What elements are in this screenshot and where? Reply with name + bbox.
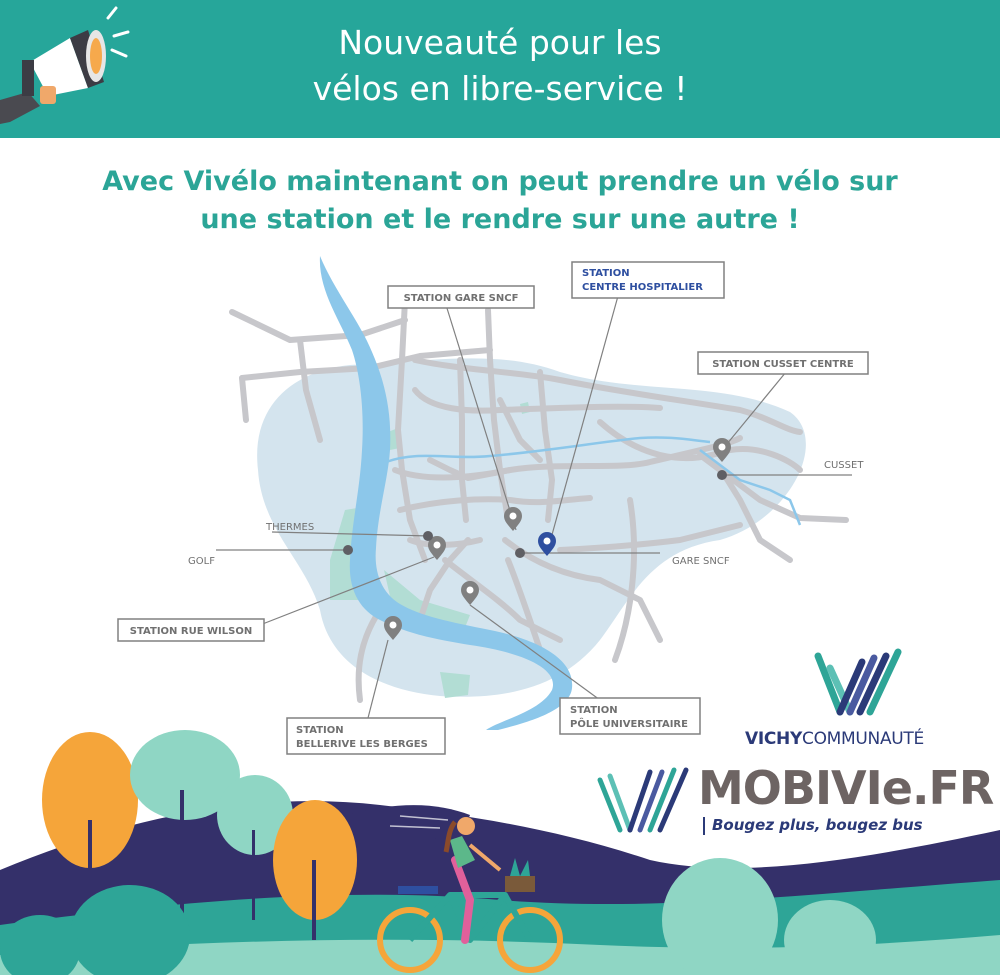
station-label-pole-1: STATION — [570, 705, 618, 716]
station-label-pole-2: PÔLE UNIVERSITAIRE — [570, 719, 688, 730]
vichy-word: VICHY — [745, 729, 802, 749]
station-label-bellerive-2: BELLERIVE LES BERGES — [296, 739, 428, 750]
station-label-wilson: STATION RUE WILSON — [129, 626, 253, 637]
tagline-divider — [703, 817, 705, 835]
vichy-communaute-logo — [818, 652, 898, 712]
mobivie-tagline: Bougez plus, bougez bus — [712, 816, 923, 834]
station-label-gare: STATION GARE SNCF — [403, 293, 519, 304]
place-label-gare: GARE SNCF — [672, 556, 730, 567]
subtitle-line-1: Avec Vivélo maintenant on peut prendre un vélo sur — [102, 166, 898, 197]
station-label-hospital-2: CENTRE HOSPITALIER — [582, 282, 703, 293]
communaute-word: COMMUNAUTÉ — [802, 729, 924, 749]
mobivie-wordmark: MOBIVIe.FR — [698, 761, 994, 815]
vichy-communaute-wordmark — [745, 729, 924, 749]
header-title — [0, 20, 1000, 112]
place-label-thermes: THERMES — [266, 522, 315, 533]
header-title-line-1: Nouveauté pour les — [338, 23, 662, 62]
station-label-bellerive-1: STATION — [296, 725, 344, 736]
station-label-hospital-1: STATION — [582, 268, 630, 279]
place-label-cusset: CUSSET — [824, 460, 864, 471]
header-title-line-2: vélos en libre-service ! — [312, 69, 688, 108]
mobivie-logo-mark — [600, 770, 686, 830]
station-label-cusset: STATION CUSSET CENTRE — [712, 359, 854, 370]
subtitle-line-2: une station et le rendre sur une autre ! — [200, 204, 800, 235]
subtitle — [0, 163, 1000, 239]
place-label-golf: GOLF — [188, 556, 215, 567]
